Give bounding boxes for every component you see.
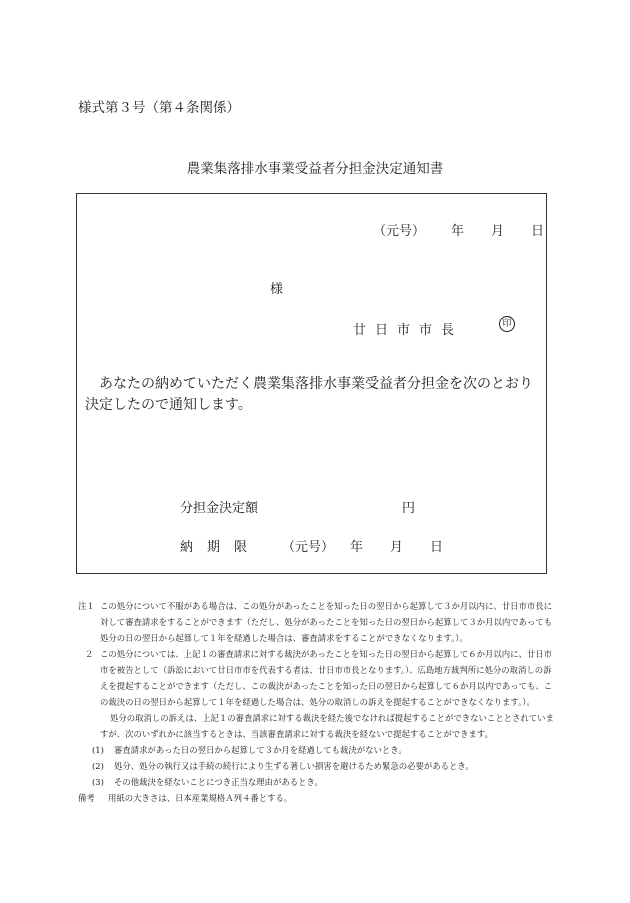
deadline-month-label: 月 — [390, 540, 404, 555]
deadline-year-label: 年 — [350, 540, 364, 555]
note-2-paragraph: 処分の取消しの訴えは、上記１の審査請求に対する裁決を経た後でなければ提起することができないこととされていますが、次のいずれかに該当するときは、当該審査請求に対する裁決を経ないで提起することができます。 — [100, 713, 554, 739]
notice-body: あなたの納めていただく農業集落排水事業受益者分担金を次のとおり決定したので通知します。 — [85, 376, 533, 413]
note-1-label: 注１ — [78, 601, 95, 611]
note-item — [78, 742, 558, 758]
note-item-text: 審査請求があった日の翌日から起算して３か月を経過しても裁決がないとき。 — [114, 745, 407, 755]
note-1 — [78, 598, 558, 646]
remark-label: 備考 — [78, 793, 95, 803]
note-item-number: (2) — [92, 761, 104, 771]
amount-label: 分担金決定額 — [180, 501, 259, 516]
note-2-text: この処分については、上記１の審査請求に対する裁決があったことを知った日の翌日から起算して６か月以内に、廿日市市を被告として（訴訟において廿日市市を代表する者は、廿日市市長となります。）、広島地方裁判所に処分の取消しの訴えを提起することができます（ただし、この裁決があったことを知った日の翌日から起算して６か月以内であっても、この裁決の日の翌日から起算して１年を経過した場合は、処分の取消しの訴えを提起することができなくなります。）。 — [100, 649, 553, 707]
date-era: （元号） — [373, 224, 426, 239]
seal-mark-icon: 印 — [499, 316, 515, 332]
note-2-label: ２ — [84, 649, 94, 659]
note-item — [78, 774, 558, 790]
document-title: 農業集落排水事業受益者分担金決定通知書 — [186, 161, 444, 177]
note-2 — [78, 646, 558, 710]
note-item-text: その他裁決を経ないことにつき正当な理由があるとき。 — [114, 777, 323, 787]
date-year-label: 年 — [451, 224, 465, 239]
form-number: 様式第３号（第４条関係） — [78, 100, 240, 116]
deadline-day-label: 日 — [430, 540, 444, 555]
note-item — [78, 758, 558, 774]
deadline-label: 納期限 — [180, 540, 262, 555]
remark — [78, 790, 558, 806]
amount-unit: 円 — [402, 501, 416, 516]
deadline-era: （元号） — [282, 540, 335, 555]
note-1-text: この処分について不服がある場合は、この処分があったことを知った日の翌日から起算して３か月以内に、廿日市市長に対して審査請求をすることができます（ただし、処分があったことを知った日の翌日から起算して３か月以内であっても処分の日の翌日から起算して１年を経過した場合は、審査請求をすることができなくなります。）。 — [100, 601, 553, 643]
note-item-number: (1) — [92, 745, 104, 755]
date-day-label: 日 — [531, 224, 545, 239]
issuer-name: 廿日市市長 — [353, 323, 464, 338]
note-item-text: 処分、処分の執行又は手続の続行により生ずる著しい損害を避けるため緊急の必要があるとき。 — [114, 761, 474, 771]
notice-frame — [76, 193, 547, 574]
addressee-suffix: 様 — [270, 282, 284, 297]
date-month-label: 月 — [491, 224, 505, 239]
notes-section — [78, 598, 558, 806]
remark-text: 用紙の大きさは、日本産業規格Ａ列４番とする。 — [108, 793, 293, 803]
note-item-number: (3) — [92, 777, 104, 787]
